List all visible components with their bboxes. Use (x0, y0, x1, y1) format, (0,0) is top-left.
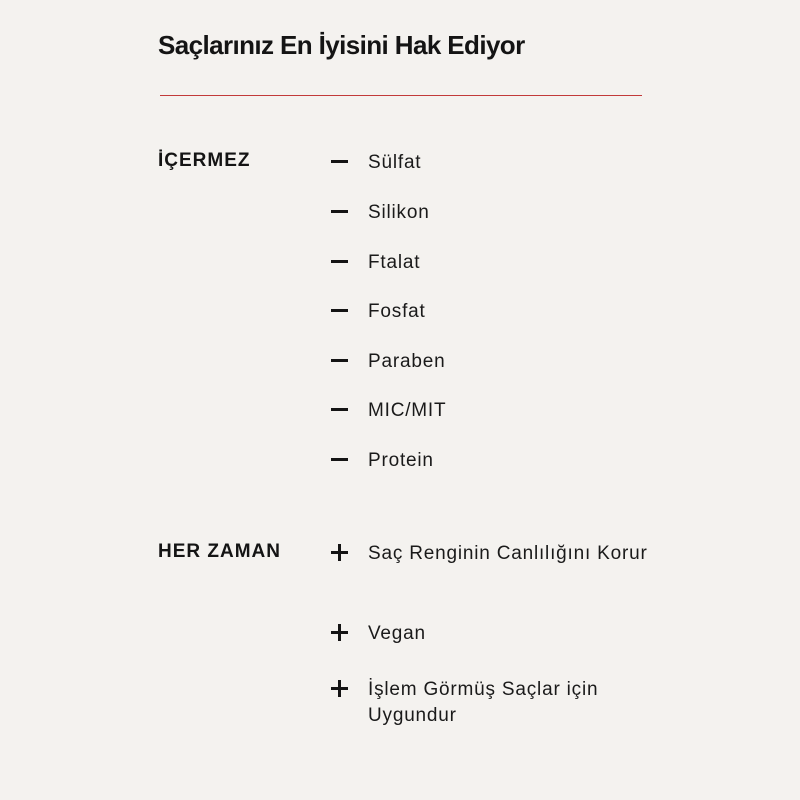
list-item-label: Fosfat (368, 301, 426, 322)
always-label: HER ZAMAN (158, 541, 281, 562)
list-item-label: Vegan (368, 623, 426, 644)
list-item-label: Protein (368, 450, 434, 471)
list-item-label: Saç Renginin Canlılığını Korur (368, 543, 648, 564)
list-item-label: İşlem Görmüş Saçlar için Uygundur (368, 679, 599, 726)
list-item-label: Silikon (368, 202, 430, 223)
list-item-label: Sülfat (368, 152, 422, 173)
list-item-label: Paraben (368, 351, 446, 372)
title-divider (160, 95, 642, 96)
page-title: Saçlarınız En İyisini Hak Ediyor (158, 30, 525, 60)
list-item-label: MIC/MIT (368, 400, 447, 421)
list-item-label: Ftalat (368, 252, 421, 273)
free-from-label: İÇERMEZ (158, 150, 251, 171)
